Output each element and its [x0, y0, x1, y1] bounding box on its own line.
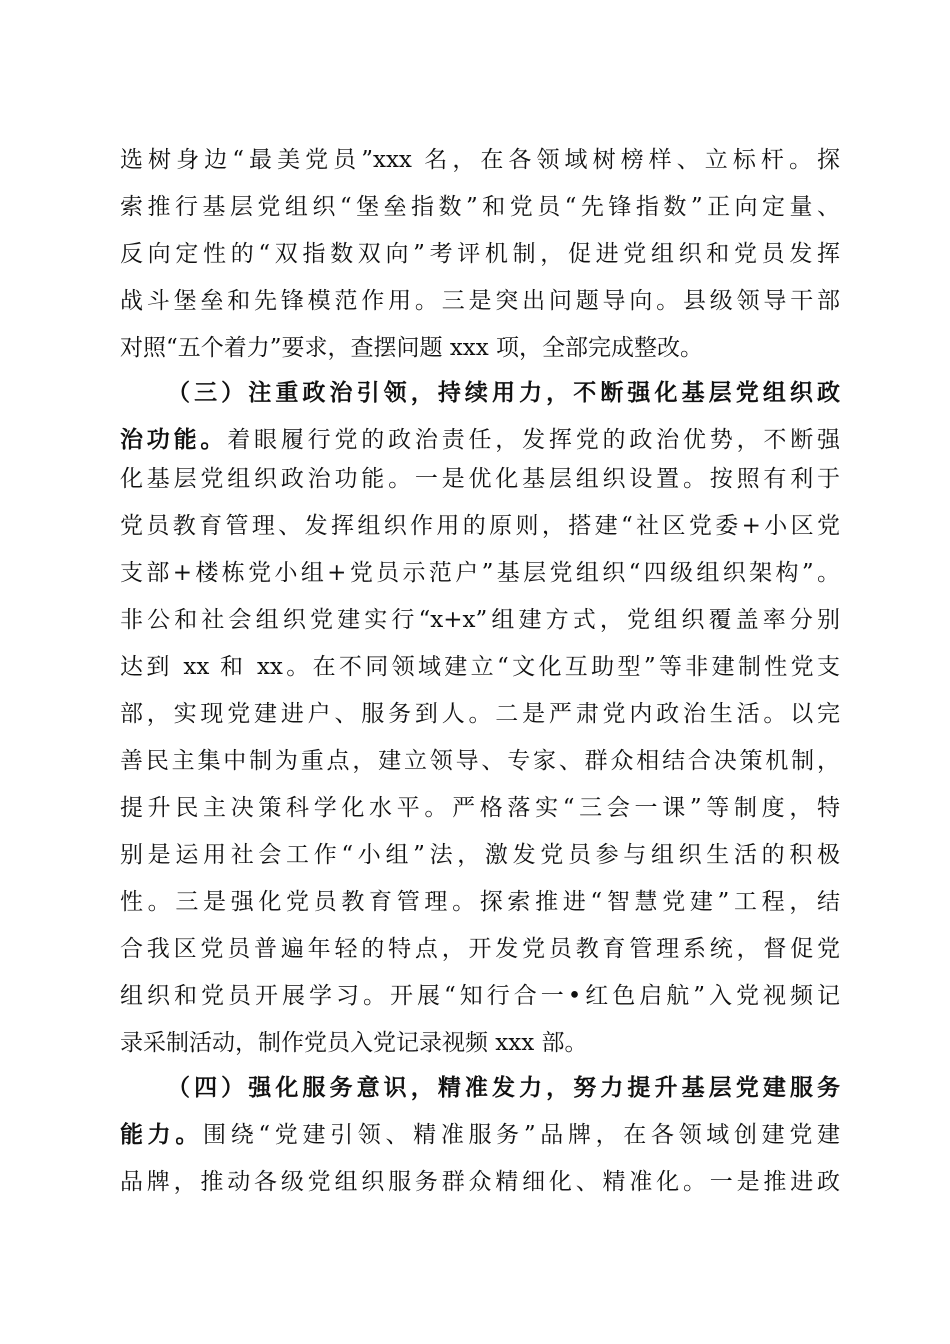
text-line: 选树身边“最美党员”xxx 名，在各领域树榜样、立标杆。探 [120, 147, 840, 173]
text-line: 录采制活动，制作党员入党记录视频 xxx 部。 [120, 1030, 588, 1056]
text-line [120, 420, 840, 460]
text-line: 善民主集中制为重点，建立领导、专家、群众相结合决策机制， [120, 748, 840, 774]
text-line: 索推行基层党组织“堡垒指数”和党员“先锋指数”正向定量、 [120, 194, 840, 220]
text-line: 达到 xx 和 xx。在不同领域建立“文化互助型”等非建制性党支 [120, 654, 840, 680]
text-line: 化基层党组织政治功能。一是优化基层组织设置。按照有利于 [120, 466, 840, 492]
text-line: 支部+楼栋党小组+党员示范户”基层党组织“四级组织架构”。 [120, 560, 840, 586]
text-line: 战斗堡垒和先锋模范作用。三是突出问题导向。县级领导干部 [120, 288, 840, 314]
text-line: 对照“五个着力”要求，查摆问题 xxx 项，全部完成整改。 [120, 335, 704, 361]
text-line: 提升民主决策科学化水平。严格落实“三会一课”等制度，特 [120, 795, 840, 821]
text-line: 党员教育管理、发挥组织作用的原则，搭建“社区党委+小区党 [120, 513, 840, 539]
text-line: 合我区党员普遍年轻的特点，开发党员教育管理系统，督促党 [120, 936, 840, 962]
section-3-heading-end: 治功能。 [120, 426, 228, 453]
text-line [120, 1115, 840, 1155]
text-line: 反向定性的“双指数双向”考评机制，促进党组织和党员发挥 [120, 241, 840, 267]
section-3-heading: （三）注重政治引领，持续用力，不断强化基层党组织政 [167, 379, 840, 406]
section-4-body-start: 围绕“党建引领、精准服务”品牌，在各领域创建党建 [203, 1122, 840, 1148]
text-line: 组织和党员开展学习。开展“知行合一•红色启航”入党视频记 [120, 983, 840, 1009]
text-line: 部，实现党建进户、服务到人。二是严肃党内政治生活。以完 [120, 701, 840, 727]
section-3-body-start: 着眼履行党的政治责任，发挥党的政治优势，不断强 [227, 427, 840, 453]
text-line: 性。三是强化党员教育管理。探索推进“智慧党建”工程，结 [120, 889, 840, 915]
section-4-heading: （四）强化服务意识，精准发力，努力提升基层党建服务 [167, 1074, 840, 1101]
section-4-heading-end: 能力。 [120, 1121, 204, 1148]
text-line: 非公和社会组织党建实行“x+x”组建方式，党组织覆盖率分别 [120, 607, 840, 633]
text-line: 品牌，推动各级党组织服务群众精细化、精准化。一是推进政 [120, 1169, 840, 1195]
text-line: 别是运用社会工作“小组”法，激发党员参与组织生活的积极 [120, 842, 840, 868]
